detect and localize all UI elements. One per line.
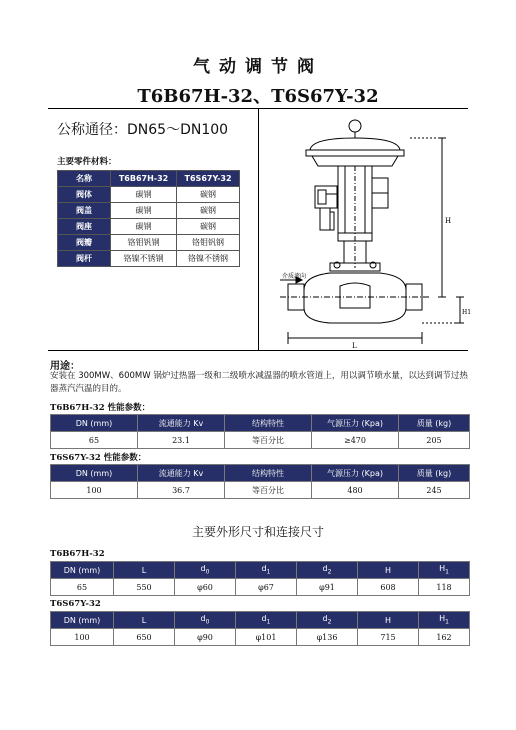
lifting-eye [349,120,361,132]
usage-text: 安装在 300MW、600MW 锅炉过热器一级和二级喷水减温器的喷水管道上，用以调节喷水量，以达到调节过热器蒸汽汽温的目的。 [50,371,468,394]
actuator-bottom [312,156,398,166]
perf2-caption: T6S67Y-32 性能参数： [50,453,147,463]
valve-drawing [260,108,470,350]
parts-table [57,170,240,267]
dim-h1-label: H1 [462,309,472,316]
divider-bottom [48,350,468,351]
dims2-caption: T6S67Y-32 [50,599,101,609]
table-row: 阀杆 铬镍不锈钢 铬镍不锈钢 [58,251,240,267]
page-title: 气动调节阀 [193,57,323,77]
perf1-table: DN (mm) 流通能力 Kv 结构特性 气源压力 (Kpa) 质量 (kg) 65 23.1 等百分比 ≥470 205 [50,414,470,449]
table-row: 阀座 碳钢 碳钢 [58,219,240,235]
actuator-flange [306,150,404,156]
perf2-table: DN (mm) 流通能力 Kv 结构特性 气源压力 (Kpa) 质量 (kg) 100 36.7 等百分比 480 245 [50,464,470,499]
parts-caption: 主要零件材料： [57,157,117,167]
nominal-diameter: 公称通径：DN65～DN100 [57,122,229,138]
dims1-table: DN (mm) L $d_0$ $d_1$ $d_2$ H $H_1$ 65 550 φ60 φ67 φ91 608 118 [50,561,470,596]
actuator-cap [310,138,400,150]
parts-header-model2: T6S67Y-32 [177,171,240,187]
table-row: 100 36.7 等百分比 480 245 [51,482,470,499]
usage-title: 用途： [50,361,80,372]
table-row: 65 23.1 等百分比 ≥470 205 [51,432,470,449]
parts-header-name: 名称 [58,171,111,187]
valve-body [304,273,406,323]
flow-label: 介质流向 [282,273,307,280]
table-row: 阀盖 碳钢 碳钢 [58,203,240,219]
table-row: 阀瓣 铬钼钒钢 铬钼钒钢 [58,235,240,251]
divider-vertical [258,108,259,350]
model-title: T6B67H-32、T6S67Y-32 [137,86,379,107]
table-row: 阀体 碳钢 碳钢 [58,187,240,203]
table-row: 65 550 φ60 φ67 φ91 608 118 [51,579,470,596]
dims2-table: DN (mm) L $d_0$ $d_1$ $d_2$ H $H_1$ 100 650 φ90 φ101 φ136 715 162 [50,611,470,646]
perf1-caption: T6B67H-32 性能参数： [50,403,151,413]
dimensions-title: 主要外形尺寸和连接尺寸 [191,525,324,539]
dim-h-label: H [445,217,452,225]
dims1-caption: T6B67H-32 [50,549,105,559]
parts-header-model1: T6B67H-32 [111,171,177,187]
dim-l-label: L [352,342,357,350]
table-row: 100 650 φ90 φ101 φ136 715 162 [51,629,470,646]
